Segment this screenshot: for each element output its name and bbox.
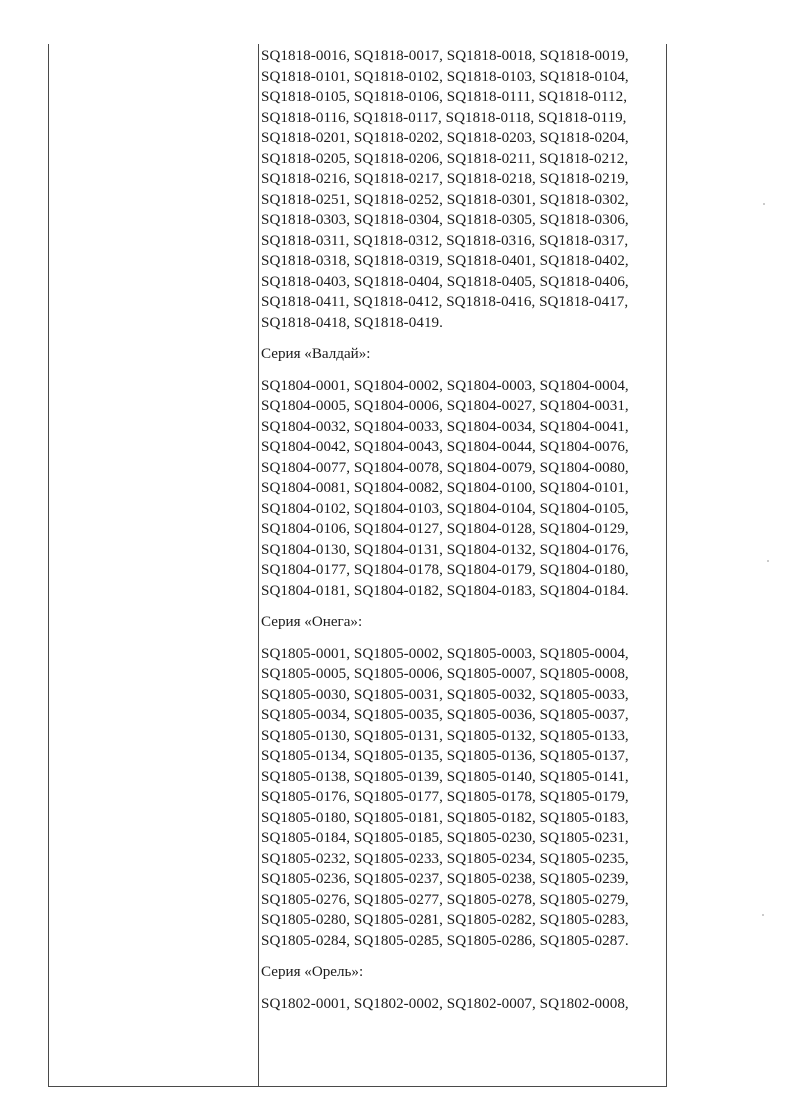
code-list-line: SQ1804-0005, SQ1804-0006, SQ1804-0027, SQ1804-0031, bbox=[261, 398, 629, 414]
code-list-line: SQ1804-0001, SQ1804-0002, SQ1804-0003, SQ1804-0004, bbox=[261, 377, 629, 394]
code-list-line: SQ1804-0042, SQ1804-0043, SQ1804-0044, SQ1804-0076, bbox=[261, 439, 629, 455]
code-list-line: SQ1818-0411, SQ1818-0412, SQ1818-0416, SQ1818-0417, bbox=[261, 294, 629, 310]
series-block bbox=[261, 46, 661, 333]
code-list-line: SQ1818-0303, SQ1818-0304, SQ1818-0305, SQ1818-0306, bbox=[261, 212, 629, 228]
table-left-border bbox=[48, 44, 49, 1087]
code-list-line: SQ1804-0181, SQ1804-0182, SQ1804-0183, SQ1804-0184. bbox=[261, 582, 629, 599]
code-list-line: SQ1804-0106, SQ1804-0127, SQ1804-0128, SQ1804-0129, bbox=[261, 521, 629, 537]
code-list-line: SQ1805-0138, SQ1805-0139, SQ1805-0140, SQ1805-0141, bbox=[261, 768, 629, 785]
code-list-line: SQ1804-0130, SQ1804-0131, SQ1804-0132, SQ1804-0176, bbox=[261, 541, 629, 558]
series-heading: Серия «Орель»: bbox=[261, 964, 364, 980]
code-list-line: SQ1818-0216, SQ1818-0217, SQ1818-0218, SQ1818-0219, bbox=[261, 171, 629, 187]
code-list-line: SQ1818-0318, SQ1818-0319, SQ1818-0401, SQ1818-0402, bbox=[261, 253, 629, 269]
code-list-line: SQ1804-0102, SQ1804-0103, SQ1804-0104, SQ1804-0105, bbox=[261, 500, 629, 517]
series-heading: Серия «Валдай»: bbox=[261, 346, 371, 362]
table-right-border bbox=[666, 44, 667, 1087]
code-list-line: SQ1805-0134, SQ1805-0135, SQ1805-0136, SQ1805-0137, bbox=[261, 748, 629, 764]
code-list-line: SQ1818-0403, SQ1818-0404, SQ1818-0405, SQ1818-0406, bbox=[261, 273, 629, 290]
code-list-line: SQ1805-0176, SQ1805-0177, SQ1805-0178, SQ1805-0179, bbox=[261, 789, 629, 805]
series-block bbox=[261, 612, 661, 951]
code-list-line: SQ1805-0184, SQ1805-0185, SQ1805-0230, SQ1805-0231, bbox=[261, 830, 629, 846]
code-list-line: SQ1818-0105, SQ1818-0106, SQ1818-0111, SQ1818-0112, bbox=[261, 89, 628, 105]
code-list-line: SQ1818-0016, SQ1818-0017, SQ1818-0018, SQ1818-0019, bbox=[261, 48, 629, 64]
code-list-line: SQ1804-0081, SQ1804-0082, SQ1804-0100, SQ1804-0101, bbox=[261, 480, 629, 496]
code-list-line: SQ1804-0032, SQ1804-0033, SQ1804-0034, SQ1804-0041, bbox=[261, 418, 629, 435]
scan-speck bbox=[762, 914, 764, 916]
scan-speck bbox=[767, 560, 769, 562]
scan-speck bbox=[763, 203, 765, 205]
table-right-cell bbox=[261, 46, 661, 1014]
code-list-line: SQ1818-0101, SQ1818-0102, SQ1818-0103, SQ1818-0104, bbox=[261, 68, 629, 85]
code-list-line: SQ1818-0251, SQ1818-0252, SQ1818-0301, SQ1818-0302, bbox=[261, 191, 629, 208]
code-list-line: SQ1805-0284, SQ1805-0285, SQ1805-0286, SQ1805-0287. bbox=[261, 932, 629, 949]
series-block bbox=[261, 962, 661, 1014]
code-list-line: SQ1805-0130, SQ1805-0131, SQ1805-0132, SQ1805-0133, bbox=[261, 727, 629, 744]
code-list-line: SQ1805-0030, SQ1805-0031, SQ1805-0032, SQ1805-0033, bbox=[261, 686, 629, 703]
code-list-line: SQ1802-0001, SQ1802-0002, SQ1802-0007, SQ1802-0008, bbox=[261, 995, 629, 1012]
code-list-line: SQ1805-0180, SQ1805-0181, SQ1805-0182, SQ1805-0183, bbox=[261, 809, 629, 826]
code-list-line: SQ1804-0177, SQ1804-0178, SQ1804-0179, SQ1804-0180, bbox=[261, 562, 629, 578]
code-list-line: SQ1805-0034, SQ1805-0035, SQ1805-0036, SQ1805-0037, bbox=[261, 707, 629, 723]
series-heading: Серия «Онега»: bbox=[261, 614, 363, 630]
code-list-line: SQ1805-0005, SQ1805-0006, SQ1805-0007, SQ1805-0008, bbox=[261, 666, 629, 682]
table-column-divider bbox=[258, 44, 259, 1087]
code-list-line: SQ1818-0201, SQ1818-0202, SQ1818-0203, SQ1818-0204, bbox=[261, 130, 629, 146]
code-list-line: SQ1818-0311, SQ1818-0312, SQ1818-0316, SQ1818-0317, bbox=[261, 232, 629, 249]
series-block bbox=[261, 344, 661, 601]
code-list-line: SQ1805-0236, SQ1805-0237, SQ1805-0238, SQ1805-0239, bbox=[261, 871, 629, 887]
table-bottom-border bbox=[48, 1086, 667, 1087]
code-list-line: SQ1805-0001, SQ1805-0002, SQ1805-0003, SQ1805-0004, bbox=[261, 645, 629, 662]
code-list-line: SQ1805-0280, SQ1805-0281, SQ1805-0282, SQ1805-0283, bbox=[261, 912, 629, 928]
code-list-line: SQ1805-0232, SQ1805-0233, SQ1805-0234, SQ1805-0235, bbox=[261, 850, 629, 867]
code-list-line: SQ1804-0077, SQ1804-0078, SQ1804-0079, SQ1804-0080, bbox=[261, 459, 629, 476]
code-list-line: SQ1818-0205, SQ1818-0206, SQ1818-0211, SQ1818-0212, bbox=[261, 150, 629, 167]
code-list-line: SQ1818-0418, SQ1818-0419. bbox=[261, 314, 443, 331]
code-list-line: SQ1805-0276, SQ1805-0277, SQ1805-0278, SQ1805-0279, bbox=[261, 891, 629, 908]
code-list-line: SQ1818-0116, SQ1818-0117, SQ1818-0118, SQ1818-0119, bbox=[261, 109, 627, 126]
